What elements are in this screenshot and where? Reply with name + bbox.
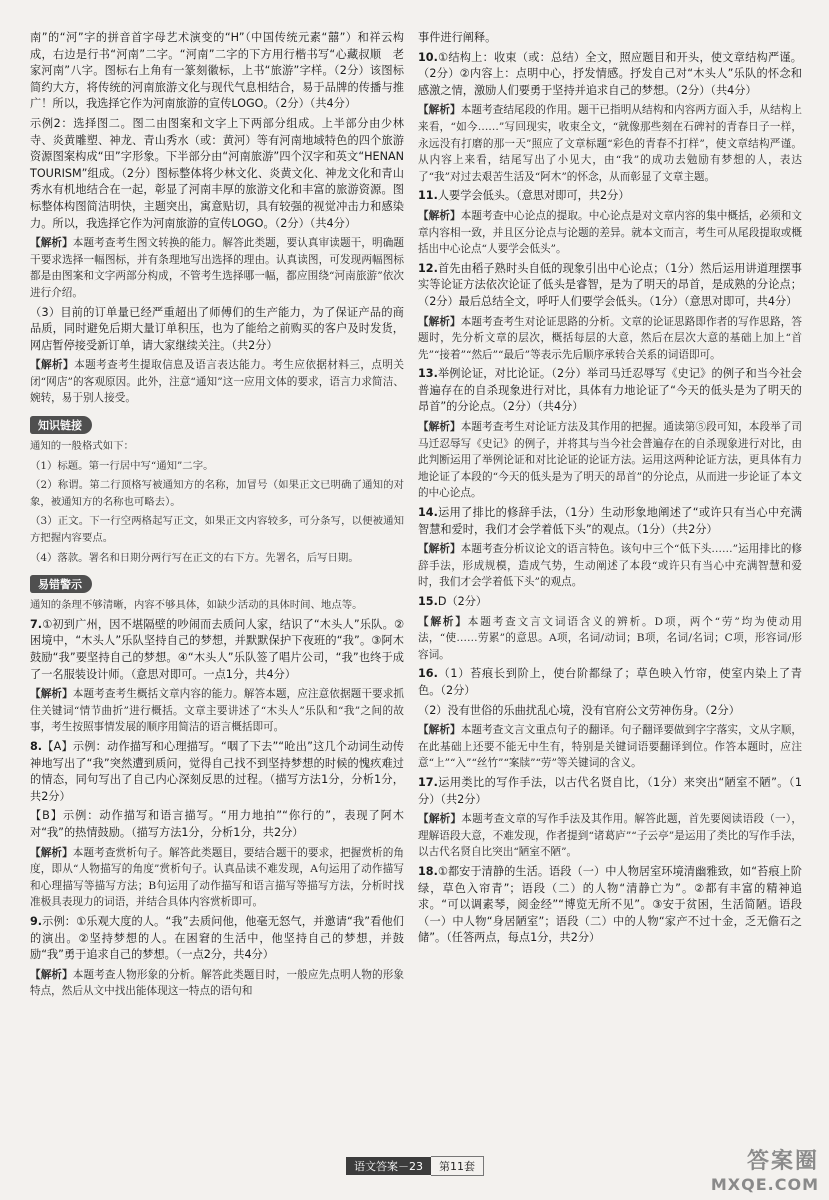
analysis [30,845,404,911]
question-number: 9. [30,914,43,928]
analysis [418,314,802,364]
question-number: 8. [30,739,43,753]
knowledge-link-box [30,438,404,566]
analysis-text: 本题考查考生提取信息及语言表达能力。考生应依据材料三，点明关闭“网店”的客观原因。此外，注意“通知”这一应用文体的要求，语言力求简洁、婉转，易于别人接受。 [30,359,405,405]
question-11 [418,188,802,205]
paragraph: 【B】示例：动作描写和语言描写。“用力地拍”“你行的”，表现了阿木对“我”的热情鼓励。（描写方法1分，分析1分，共2分） [30,809,404,839]
paragraph: （2）没有世俗的乐曲扰乱心境，没有官府公文劳神伤身。（2分） [418,703,740,717]
analysis-text: 本题考查赏析句子。解答此类题目，要结合题干的要求，把握赏析的角度，即从“人物描写的角度”赏析句子。认真品读不难发现，A句运用了动作描写和心理描写等描写方法；B句运用了动作描写和语言描写等描写方法，分析时找准极具表现力的词语，并结合具体内容赏析即可。 [30,846,405,909]
question-number: 14. [418,506,438,520]
analysis-text: 本题考查文言文词语含义的辨析。D项，两个“劳”均为使动用法，“使……劳累”的意思。A项，名词/动词；B项，名词/名词；C项，形容词/形容词。 [418,615,803,661]
answer-text: ①结构上：收束（或：总结）全文，照应题目和开头，使文章结构严谨。（2分）②内容上：点明中心，抒发情感。抒发自己对“木头人”乐队的怀念和感激之情，激励人们要勇于坚持并追求自己的梦想。（2分）（共4分） [418,50,802,97]
answer-text: ①初到广州，因不堪隔壁的吵闹而去质问人家，结识了“木头人”乐队。②困境中，“木头人”乐队坚持自己的梦想，并默默保护下夜班的“我”。③阿木鼓励“我”要坚持自己的梦想。④“木头人”乐队签了唱片公司，“我”也终于成了一名服装设计师。（意思对即可。一点1分，共4分） [30,617,404,681]
question-15 [418,594,802,611]
analysis-text: 本题考查考生图文转换的能力。解答此类题，要认真审读题干，明确题干要求选择一幅图标，并有条理地写出选择的理由。认真读图，可发现两幅图标都是由图案和文字两部分构成，不管考生选择哪一幅，都应围绕“河南旅游”依次进行介绍。 [30,237,405,299]
question-14 [418,505,802,538]
analysis-text: 本题考查人物形象的分析。解答此类题目时，一般应先点明人物的形象特点，然后从文中找出能体现这一特点的语句和 [30,968,405,998]
paragraph: （3）目前的订单量已经严重超出了师傅们的生产能力，为了保证产品的商品质，同时避免后期大量订单积压，也为了能给之前购买的客户及时发货，网店暂停接受新订单，请大家继续关注。（共2分） [30,305,404,352]
analysis-tag: 【解析】 [418,315,461,328]
question-number: 18. [418,864,438,878]
note-line: （3）正文。下一行空两格起写正文，如果正文内容较多，可分条写，以便被通知方把握内容要点。 [30,515,404,545]
analysis-tag: 【解析】 [418,421,461,434]
answer-text: 示例：①乐观大度的人。“我”去质问他，他毫无怒气，并邀请“我”看他们的演出。②坚持梦想的人。在困窘的生活中，他坚持自己的梦想，并鼓励“我”勇于追求自己的梦想。（一点2分，共4分） [30,914,404,962]
paragraph: 示例2：选择图二。图二由图案和文字上下两部分组成。上半部分由少林寺、炎黄雕塑、神龙、青山秀水（或：黄河）等有河南地域特色的四个旅游资源图案构成“田”字形象。下半部分由“河南旅游”四个汉字和英文“HENAN TOURISM”组成。（2分）图标整体将少林文化、炎黄文化、神龙文化和青山秀水有机地结合在一起，彰显了河南丰厚的旅游文化和丰富的旅游资源。图标整体构图简洁明快，主题突出，寓意贴切，具有较强的视觉冲击力和感染力。所以，我选择它作为河南旅游的宣传LOGO。（2分）（共4分） [30,116,404,230]
watermark-line: MXQE.COM [710,1175,819,1194]
question-number: 12. [418,261,438,275]
knowledge-link-header: 知识链接 [30,416,92,434]
question-10 [418,50,802,100]
analysis [30,686,404,736]
question-9 [30,914,404,964]
analysis [30,357,404,407]
question-number: 16. [418,667,438,681]
watermark-line: 答案圈 [746,1149,819,1174]
analysis-tag: 【解析】 [30,846,73,859]
question-number: 13. [418,367,438,381]
answer-text: 首先由稻子熟时头自低的现象引出中心论点；（1分）然后运用讲道理摆事实等论证方法依次论证了低头是睿智，是为了明天的昂首，是成熟的分论点；（2分）最后总结全文，呼吁人们要学会低头。（1分）（意思对即可，共4分） [418,261,802,308]
analysis-tag: 【解析】 [418,104,461,117]
answer-text: 举例论证，对比论证。（2分）举司马迁忍辱写《史记》的例子和当今社会普遍存在的自杀现象进行对比，具体有力地论证了“今天的低头是为了明天的昂首”的分论点。（2分）（共4分） [418,367,802,414]
question-number: 15. [418,595,438,608]
left-column [30,30,404,1003]
analysis [418,102,802,185]
analysis-tag: 【解析】 [418,543,461,556]
analysis-text: 本题考查中心论点的提取。中心论点是对文章内容的集中概括，必须和文章内容相一致，并且区分论点与论题的差异。就本文而言，考生可从尾段提取或概括出中心论点“人要学会低头”。 [418,209,803,256]
analysis-tag: 【解析】 [418,813,462,826]
question-16 [418,666,802,699]
page-footer [330,1156,500,1176]
answer-text: ①都安于清静的生活。语段（一）中人物居室环境清幽雅致，如“苔痕上阶绿，草色入帘青”；语段（二）的人物“清静亡为”。②都有丰富的精神追求。“可以调素琴，阅金经”“博览无所不见”。③安于贫困，生活简陋。语段（一）中人物“身居陋室”；语段（二）中的人物“家产不过十金，乏无儋石之储”。（任答两点，每点1分，共2分） [418,864,802,945]
analysis-text: 本题考查考生对论证思路的分析。文章的论证思路即作者的写作思路，答题时，先分析文章的层次，概括每层的大意，然后在层次大意的基础上加上“首先”“接着”“然后”“最后”等表示先后顺序承转合关系的词语即可。 [418,315,803,361]
analysis [418,541,802,591]
paragraph: 南”的“河”字的拼音首字母艺术演变的“H”（中国传统元素“囍”）和祥云构成，右边是行书“河南”二字。“河南”二字的下方用行楷书写“心藏叔顺 老家河南”八字。图标右上角有一篆刻徽标，上书“旅游”字样。（2分）该图标简约大方，将传统的河南旅游文化与现代气息相结合，易于品牌的传播与推广！所以，我选择它作为河南旅游的宣传LOGO。（2分）（共4分） [30,31,404,111]
question-8 [30,739,404,805]
analysis-tag: 【解析】 [30,968,73,981]
note-line: 通知的条理不够清晰，内容不够具体，如缺少活动的具体时间、地点等。 [30,599,363,612]
answer-text: D（2分） [437,595,488,608]
analysis-text: 本题考查文章的写作手法及其作用。解答此题，首先要阅读语段（一），理解语段大意，不难发现，作者提到“诸葛庐”“子云亭”是运用了类比的写作手法，以古代名贤自比突出“陋室不陋”。 [418,813,802,859]
analysis [30,967,404,1000]
analysis-text: 本题考查考生对论证方法及其作用的把握。通读第⑤段可知，本段举了司马迁忍辱写《史记》的例子，并将其与当今社会普遍存在的自杀现象进行对比，由此判断运用了举例论证和对比论证的论证方法。运用这两种论证方法，更具体有力地论证了本段的“今天的低头是为了明天的昂首”的分论点，从而进一步论证了本文的中心论点。 [418,421,803,500]
error-warning-header: 易错警示 [30,575,92,593]
page-number: 语文答案－23 [346,1157,431,1175]
question-12 [418,261,802,311]
analysis [30,235,404,301]
answer-text: 运用类比的写作手法，以古代名贤自比，（1分）来突出“陋室不陋”。（1分）（共2分） [418,775,802,806]
right-column [418,30,802,950]
analysis-tag: 【解析】 [30,237,73,250]
note-line: （1）标题。第一行居中写“通知”二字。 [30,459,214,472]
answer-text: 【A】示例：动作描写和心理描写。“咽了下去”“呛出”这几个动词生动传神地写出了“我”突然遭到质问，觉得自己找不到坚持梦想的时候的愧疚难过的情态，同句写出了自己内心深刻反思的过程。（描写方法1分，分析1分，共2分） [30,739,404,803]
question-number: 11. [418,189,438,203]
analysis [418,722,802,772]
question-18 [418,864,802,947]
analysis-tag: 【解析】 [30,688,73,701]
question-number: 7. [30,617,43,631]
paragraph: 事件进行阐释。 [418,31,497,44]
question-number: 10. [418,50,438,64]
analysis-text: 本题考查文言文重点句子的翻译。句子翻译要做到字字落实，文从字顺，在此基础上还要不能无中生有，特别是关键词语要翻译到位。作答本题时，应注意“上”“入”“丝竹”“案牍”“劳”等关键词的含义。 [418,724,803,770]
watermark-logo [711,1144,819,1194]
analysis-tag: 【解析】 [418,615,468,628]
note-line: （4）落款。署名和日期分两行写在正文的右下方。先署名，后写日期。 [30,551,359,564]
analysis-text: 本题考查考生概括文章内容的能力。解答本题，应注意依据题干要求抓住关键词“情节曲折”进行概括。文章主要讲述了“木头人”乐队和“我”之间的故事，考生按照事情发展的顺序用简洁的语言概括即可。 [30,688,405,734]
analysis-tag: 【解析】 [418,724,461,737]
analysis-tag: 【解析】 [418,209,461,222]
note-line: （2）称谓。第二行顶格写被通知方的名称，加冒号（如果正文已明确了通知的对象，被通知方的名称也可略去）。 [30,479,404,508]
analysis [418,614,802,664]
analysis-tag: 【解析】 [30,359,75,372]
question-number: 17. [418,775,438,789]
note-line: 通知的一般格式如下： [30,440,134,453]
analysis-text: 本题考查分析议论文的语言特色。该句中三个“低下头……”运用排比的修辞手法，形成规模，造成气势，生动阐述了本段“或许只有当心中充满智慧和爱时，我们才会学着低下头”的观点。 [418,543,802,589]
answer-text: 人要学会低头。（意思对即可，共2分） [437,189,630,203]
question-13 [418,366,802,416]
answer-text: 运用了排比的修辞手法，（1分）生动形象地阐述了“或许只有当心中充满智慧和爱时，我们才会学着低下头”的观点。（1分）（共2分） [418,506,802,536]
analysis [418,208,802,258]
error-warning-box [30,597,404,614]
analysis [418,811,802,861]
answer-text: （1）苔痕长到阶上，使台阶都绿了；草色映入竹帘，使室内染上了青色。（2分） [418,667,802,697]
question-7 [30,617,404,683]
analysis-text: 本题考查结尾段的作用。题干已指明从结构和内容两方面入手，从结构上来看，“如今……”写回现实，收束全文，“就像那些刻在石碑衬的青春日子一样，永远没有打磨的那一天”照应了文章标题“彩色的青春不打样”，使文章结构严谨。从内容上来看，结尾写出了小见大，由“我”的成功去勉励有梦想的人，表达了“我”对过去艰苦生活及“阿木”的怀念，从而彰显了文章主题。 [418,104,803,183]
analysis [418,419,802,502]
set-label: 第11套 [431,1156,484,1176]
question-17 [418,775,802,808]
